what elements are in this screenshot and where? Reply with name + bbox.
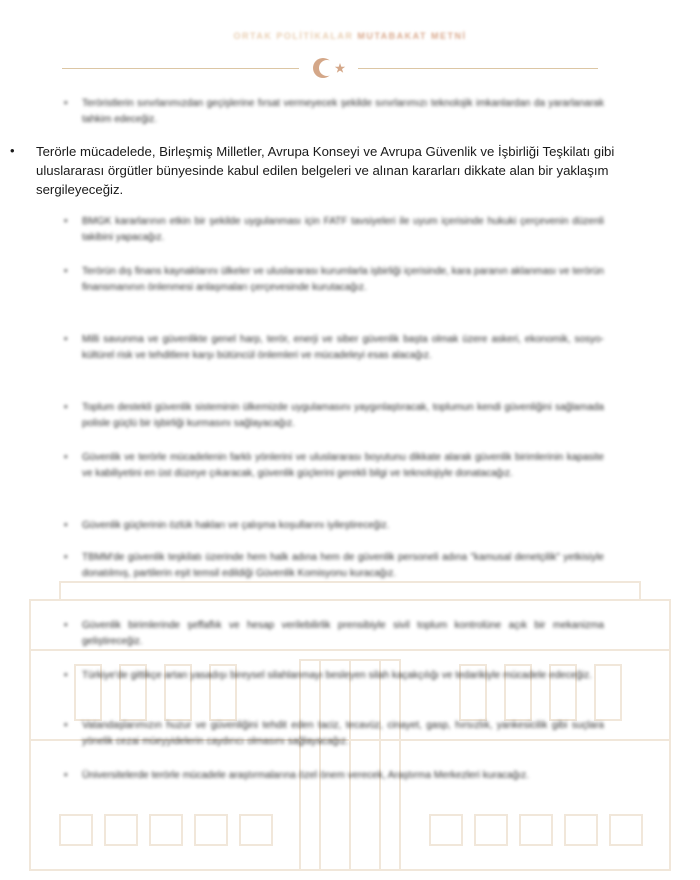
list-item: [64, 668, 604, 684]
bullet-icon: •: [64, 402, 68, 413]
bullet-icon: •: [64, 98, 68, 109]
list-item: [64, 518, 604, 534]
list-item-text: Terörün dış finans kaynaklarını ülkeler ve uluslararası kurumlarla işbirliği içerisinde, kara paranın aklanması ve terörün finansmanının önlenmesi anlaşmaları çerçevesinde kurutacağız.: [82, 266, 604, 293]
bullet-icon: •: [64, 770, 68, 781]
list-item-text: BMGK kararlarının etkin bir şekilde uygulanması için FATF tavsiyeleri ile uyum içerisinde hukuki çerçevenin düzenli takibini yapacağız.: [82, 216, 604, 243]
list-item: [64, 214, 604, 246]
list-item-text: Türkiye'de gittikçe artan yasadışı bireysel silahlanmayı besleyen silah kaçakçılığı ve tedarikiyle mücadele edeceğiz.: [82, 670, 592, 681]
list-item: [64, 400, 604, 432]
bullet-icon: •: [64, 216, 68, 227]
list-item-text: Milli savunma ve güvenlikte genel harp, terör, enerji ve siber güvenlik başta olmak üzere askeri, ekonomik, sosyo-kültürel risk ve tehditlere karşı bütüncül önlemleri ve mücadeleyi esas alacağız.: [82, 334, 604, 361]
list-item: [64, 618, 604, 650]
bullet-icon: •: [64, 520, 68, 531]
main-list-item-text: Terörle mücadelede, Birleşmiş Milletler, Avrupa Konseyi ve Avrupa Güvenlik ve İşbirliği Teşkilatı gibi uluslararası örgütler bünyesinde kabul edilen belgeleri ve alınan kararları dikkate alan bir yaklaşım sergileyeceğiz.: [36, 144, 615, 197]
list-item: [64, 450, 604, 482]
bullet-icon: •: [64, 452, 68, 463]
header-title-main: ORTAK POLİTİKALAR: [233, 31, 354, 41]
bullet-icon: •: [64, 620, 68, 631]
list-item: [64, 332, 604, 364]
bullet-icon: •: [64, 552, 68, 563]
list-item-text: Teröristlerin sınırlarımızdan geçişlerine fırsat vermeyecek şekilde sınırlarımızı teknolojik imkanlardan da yararlanarak tahkim edeceğiz.: [82, 98, 604, 125]
header-title-accent: MUTABAKAT METNİ: [357, 31, 467, 41]
bullet-icon: •: [64, 334, 68, 345]
list-item: [64, 718, 604, 750]
list-item: [64, 550, 604, 582]
list-item-text: TBMM'de güvenlik teşkilatı üzerinde hem halk adına hem de güvenlik personeli adına "kamusal denetçilik" yetkisiyle donatılmış, partilerin eşit temsil edildiği Güvenlik Komisyonu kuracağız.: [82, 552, 604, 579]
list-item: [64, 264, 604, 296]
bullet-icon: •: [64, 266, 68, 277]
list-item-text: Üniversitelerde terörle mücadele araştırmalarına özel önem verecek, Araştırma Merkezleri kuracağız.: [82, 770, 529, 781]
bullet-icon: •: [10, 143, 15, 158]
list-item-text: Vatandaşlarımızın huzur ve güvenliğini tehdit eden taciz, tecavüz, cinayet, gasp, hırsızlık, yankesicilik gibi suçlara yönelik cezai müeyyidelerin caydırıcı olmasını sağlayacağız.: [82, 720, 604, 747]
list-item-text: Güvenlik güçlerinin özlük hakları ve çalışma koşullarını iyileştireceğiz.: [82, 520, 390, 531]
main-list-item: [10, 142, 646, 199]
bullet-icon: •: [64, 670, 68, 681]
list-item-text: Toplum destekli güvenlik sisteminin ülkemizde uygulamasını yaygınlaştıracak, toplumun kendi güvenliğini sağlamada polisle güçlü bir işbirliği kurmasını sağlayacağız.: [82, 402, 604, 429]
list-item: [64, 768, 604, 784]
list-item-text: Güvenlik birimlerinde şeffaflık ve hesap verilebilirlik prensibiyle sivil toplum kontrolüne açık bir mekanizma geliştireceğiz.: [82, 620, 604, 647]
list-item-text: Güvenlik ve terörle mücadelenin farklı yönlerini ve uluslararası boyutunu dikkate alarak güvenlik birimlerinin kapasite ve kabiliyetini en üst düzeye çıkaracak, güvenlik güçlerini gerekli bilgi ve teknolojiyle donatacağız.: [82, 452, 604, 479]
list-item: [64, 96, 604, 128]
bullet-icon: •: [64, 720, 68, 731]
